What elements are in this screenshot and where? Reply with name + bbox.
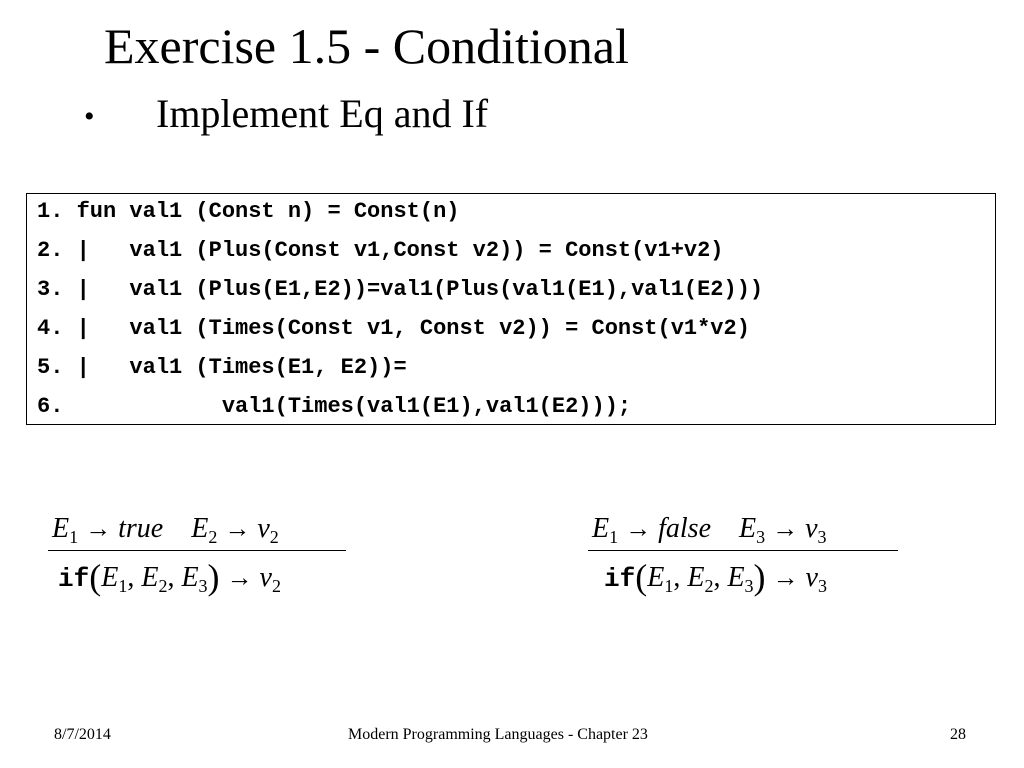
premise-sub-3: 3 <box>756 527 766 547</box>
arg-e3: E <box>181 562 199 593</box>
premise-expr-e3: E <box>739 513 757 544</box>
page-number: 28 <box>950 726 966 743</box>
comma: , <box>713 562 721 593</box>
premise-sub-1: 1 <box>69 527 79 547</box>
if-keyword: if <box>604 564 636 594</box>
premise-expr-e1: E <box>592 513 610 544</box>
inference-bar <box>48 550 346 551</box>
arrow-icon: → <box>772 514 799 543</box>
arg-sub-2: 2 <box>158 576 168 596</box>
arrow-icon: → <box>85 514 112 543</box>
comma: , <box>127 562 135 593</box>
result-sub: 3 <box>817 576 827 596</box>
if-keyword: if <box>58 564 90 594</box>
arrow-icon: → <box>625 514 652 543</box>
slide-title: Exercise 1.5 - Conditional <box>104 18 629 74</box>
arg-e1: E <box>101 562 119 593</box>
code-line-4: 4. | val1 (Times(Const v1, Const v2)) = Const(v1*v2) <box>37 316 750 341</box>
arg-e2: E <box>141 562 159 593</box>
comma: , <box>167 562 175 593</box>
comma: , <box>673 562 681 593</box>
code-line-2: 2. | val1 (Plus(Const v1,Const v2)) = Const(v1+v2) <box>37 238 724 263</box>
arg-sub-1: 1 <box>118 576 128 596</box>
arg-e2: E <box>687 562 705 593</box>
inference-bar <box>588 550 898 551</box>
code-line-5: 5. | val1 (Times(E1, E2))= <box>37 355 407 380</box>
arg-sub-3: 3 <box>744 576 754 596</box>
paren-close: ) <box>753 557 766 597</box>
premise-result-v: v <box>257 513 270 544</box>
result-v: v <box>259 562 272 593</box>
rule-if-false-premise <box>592 512 827 554</box>
code-line-1: 1. fun val1 (Const n) = Const(n) <box>37 199 460 224</box>
premise-result-v: v <box>805 513 818 544</box>
arrow-icon: → <box>772 563 799 592</box>
premise-sub-1: 1 <box>609 527 619 547</box>
premise-value-false: false <box>658 513 711 544</box>
result-v: v <box>805 562 818 593</box>
bullet-icon: • <box>84 100 95 133</box>
premise-expr-e2: E <box>191 513 209 544</box>
code-line-6: 6. val1(Times(val1(E1),val1(E2))); <box>37 394 632 419</box>
footer-date: 8/7/2014 <box>54 726 111 743</box>
bullet-text: Implement Eq and If <box>156 91 489 136</box>
premise-expr-e1: E <box>52 513 70 544</box>
code-listing <box>26 193 996 425</box>
footer-title: Modern Programming Languages - Chapter 23 <box>348 726 648 743</box>
rule-if-false-conclusion <box>604 557 827 603</box>
premise-sub-v: 3 <box>817 527 827 547</box>
arg-sub-1: 1 <box>664 576 674 596</box>
arrow-icon: → <box>226 563 253 592</box>
result-sub: 2 <box>271 576 281 596</box>
arg-sub-3: 3 <box>198 576 208 596</box>
premise-sub-2: 2 <box>208 527 218 547</box>
arrow-icon: → <box>224 514 251 543</box>
code-line-3: 3. | val1 (Plus(E1,E2))=val1(Plus(val1(E1),val1(E2))) <box>37 277 764 302</box>
rule-if-true-premise <box>52 512 279 554</box>
paren-close: ) <box>207 557 220 597</box>
paren-open: ( <box>635 557 648 597</box>
arg-e3: E <box>727 562 745 593</box>
rule-if-true-conclusion <box>58 557 281 603</box>
paren-open: ( <box>89 557 102 597</box>
arg-e1: E <box>647 562 665 593</box>
premise-sub-v: 2 <box>269 527 279 547</box>
arg-sub-2: 2 <box>704 576 714 596</box>
premise-value-true: true <box>118 513 164 544</box>
